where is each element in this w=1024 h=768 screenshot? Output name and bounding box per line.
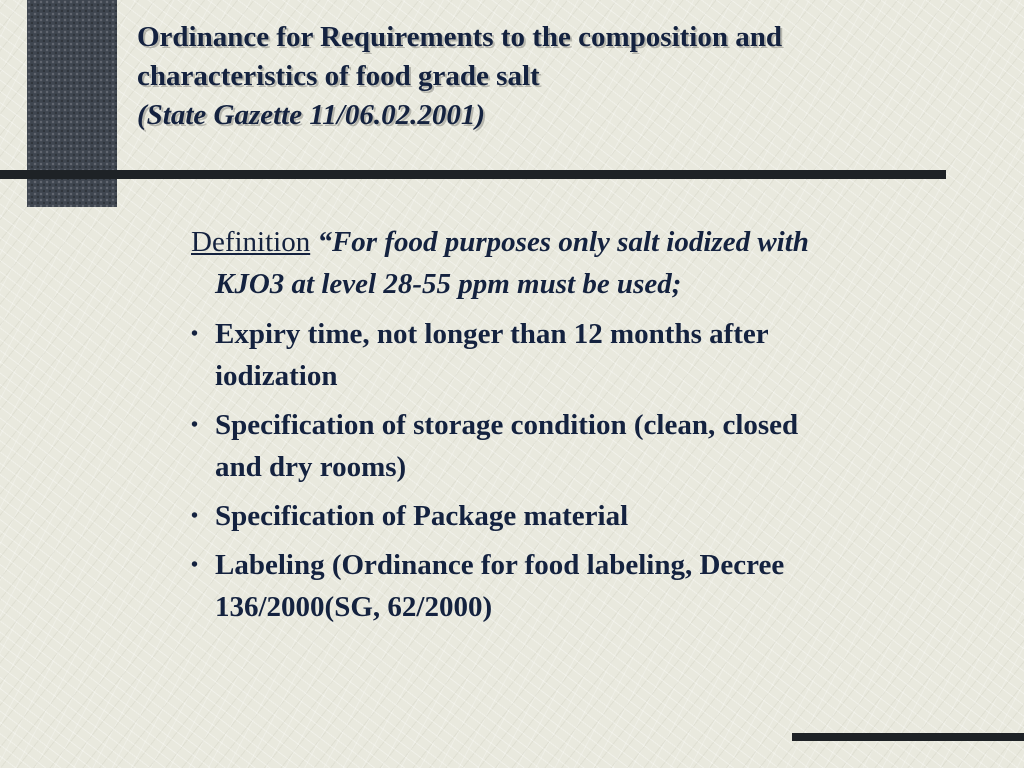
title-divider-rule [0,170,946,179]
list-item-line: and dry rooms) [215,451,407,483]
list-item-line: iodization [215,360,338,392]
definition-text-line-2: KJO3 at level 28-55 ppm must be used; [215,268,682,300]
list-item-line: Labeling (Ordinance for food labeling, Decree [215,549,785,581]
title-line-1: Ordinance for Requirements to the composition and [137,21,782,53]
title-line-2: characteristics of food grade salt [137,60,540,92]
title-gazette-reference: (State Gazette 11/06.02.2001) [137,99,485,131]
bullet-icon: • [191,554,199,576]
list-item [191,495,931,537]
list-item-line: 136/2000(SG, 62/2000) [215,591,493,623]
definition-text-line-1: For food purposes only salt iodized with [331,226,809,258]
bullet-icon: • [191,323,199,345]
list-item-line: Specification of Package material [215,500,629,532]
list-item [191,313,931,397]
list-item-line: Specification of storage condition (clean, closed [215,409,799,441]
definition-paragraph [191,221,931,305]
definition-open-quote: “ [317,226,332,258]
definition-label: Definition [191,226,311,258]
list-item [191,544,931,628]
footer-accent-rule [792,733,1024,741]
requirements-list [191,313,931,628]
list-item-line: Expiry time, not longer than 12 months after [215,318,769,350]
slide-body [191,221,931,635]
slide-title [137,18,937,135]
list-item [191,404,931,488]
bullet-icon: • [191,505,199,527]
bullet-icon: • [191,414,199,436]
